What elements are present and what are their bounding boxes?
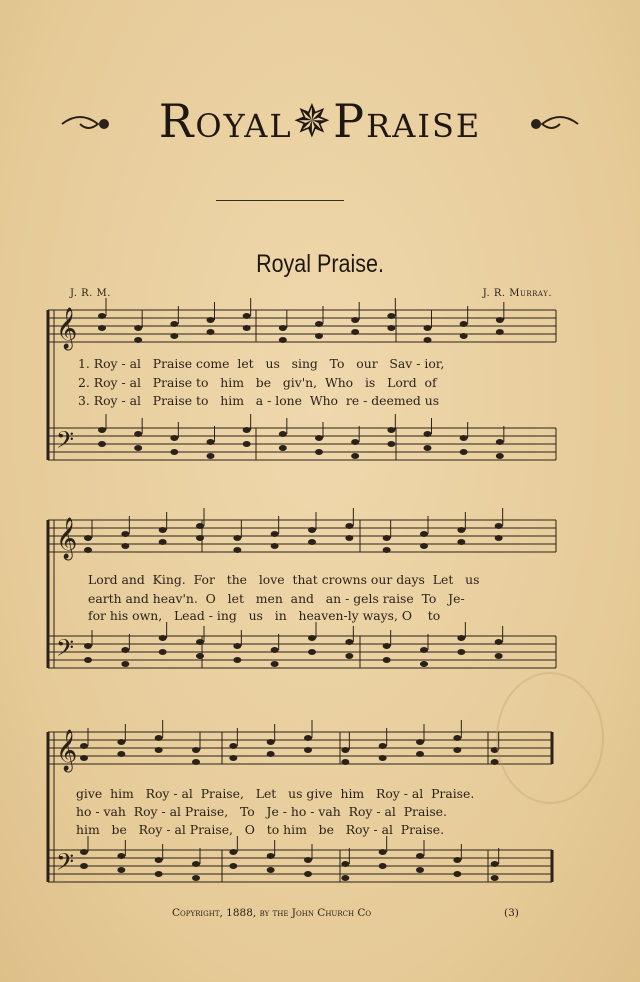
note-head — [457, 649, 465, 655]
note-head — [229, 863, 237, 869]
note-head — [159, 635, 167, 641]
library-stamp-watermark — [496, 672, 604, 804]
note-head — [351, 317, 359, 323]
note-head — [308, 649, 316, 655]
note-head — [267, 853, 275, 859]
note-head — [196, 653, 204, 659]
note-head — [159, 527, 167, 533]
note-head — [207, 453, 215, 459]
note-head — [460, 333, 468, 339]
note-head — [315, 435, 323, 441]
lyric-line: Lord and King. For the love that crowns our days Let us — [88, 572, 480, 587]
note-head — [271, 543, 279, 549]
note-head — [196, 535, 204, 541]
note-head — [379, 863, 387, 869]
note-head — [420, 661, 428, 667]
note-head — [495, 653, 503, 659]
note-head — [98, 313, 106, 319]
note-head — [453, 871, 461, 877]
note-head — [98, 325, 106, 331]
note-head — [304, 747, 312, 753]
lyric-line: ho - vah Roy - al Praise, To Je - ho - vah Roy - al Praise. — [76, 804, 447, 819]
note-head — [192, 747, 200, 753]
treble-clef-icon: 𝄞 — [56, 308, 78, 349]
copyright-notice: Copyright, 1888, by the John Church Co — [172, 907, 372, 919]
note-head — [341, 875, 349, 881]
note-head — [155, 857, 163, 863]
note-head — [453, 747, 461, 753]
note-head — [379, 743, 387, 749]
banner-title: Royal✵Praise — [158, 94, 482, 148]
note-head — [271, 661, 279, 667]
note-head — [80, 849, 88, 855]
note-head — [495, 639, 503, 645]
note-head — [379, 849, 387, 855]
note-head — [416, 853, 424, 859]
note-head — [279, 325, 287, 331]
note-head — [159, 539, 167, 545]
note-head — [387, 313, 395, 319]
note-head — [134, 325, 142, 331]
note-head — [80, 743, 88, 749]
note-head — [416, 751, 424, 757]
note-head — [134, 337, 142, 343]
note-head — [229, 755, 237, 761]
lyric-line: 2. Roy - al Praise to him be giv'n, Who is Lord of — [78, 375, 437, 390]
words-credit: J. R. M. — [70, 288, 111, 299]
lyric-line: for his own, Lead - ing us in heaven-ly ways, O to — [88, 608, 441, 623]
note-head — [491, 759, 499, 765]
note-head — [84, 547, 92, 553]
note-head — [121, 647, 129, 653]
note-head — [387, 325, 395, 331]
note-head — [170, 449, 178, 455]
note-head — [341, 861, 349, 867]
note-head — [267, 739, 275, 745]
note-head — [304, 857, 312, 863]
note-head — [155, 871, 163, 877]
note-head — [383, 657, 391, 663]
note-head — [155, 747, 163, 753]
note-head — [279, 431, 287, 437]
note-head — [457, 635, 465, 641]
note-head — [207, 317, 215, 323]
note-head — [196, 523, 204, 529]
note-head — [460, 449, 468, 455]
note-head — [351, 453, 359, 459]
note-head — [308, 635, 316, 641]
note-head — [304, 735, 312, 741]
note-head — [267, 751, 275, 757]
note-head — [271, 531, 279, 537]
note-head — [341, 759, 349, 765]
note-head — [170, 321, 178, 327]
lyric-line: 3. Roy - al Praise to him a - lone Who re - deemed us — [78, 393, 440, 408]
note-head — [279, 445, 287, 451]
note-head — [315, 449, 323, 455]
note-head — [84, 657, 92, 663]
note-head — [383, 547, 391, 553]
note-head — [243, 313, 251, 319]
treble-clef-icon: 𝄞 — [56, 730, 78, 771]
song-title: Royal Praise. — [256, 250, 384, 278]
note-head — [192, 861, 200, 867]
note-head — [315, 333, 323, 339]
bass-clef-icon: 𝄢 — [56, 426, 75, 459]
note-head — [243, 325, 251, 331]
note-head — [383, 535, 391, 541]
music-credit: J. R. Murray. — [482, 288, 552, 299]
note-head — [383, 643, 391, 649]
note-head — [98, 427, 106, 433]
note-head — [271, 647, 279, 653]
note-head — [491, 861, 499, 867]
note-head — [379, 755, 387, 761]
note-head — [267, 867, 275, 873]
note-head — [341, 747, 349, 753]
note-head — [121, 543, 129, 549]
note-head — [496, 453, 504, 459]
lyric-line: 1. Roy - al Praise come let us sing To our Sav - ior, — [78, 356, 445, 371]
note-head — [460, 321, 468, 327]
note-head — [460, 435, 468, 441]
note-head — [315, 321, 323, 327]
lyric-line: give him Roy - al Praise, Let us give him Roy - al Praise. — [76, 786, 475, 801]
note-head — [424, 431, 432, 437]
note-head — [424, 337, 432, 343]
note-head — [233, 547, 241, 553]
note-head — [453, 735, 461, 741]
note-head — [496, 439, 504, 445]
note-head — [387, 441, 395, 447]
note-head — [351, 329, 359, 335]
note-head — [420, 647, 428, 653]
note-head — [243, 441, 251, 447]
note-head — [243, 427, 251, 433]
note-head — [304, 871, 312, 877]
note-head — [387, 427, 395, 433]
note-head — [345, 523, 353, 529]
lyric-line: him be Roy - al Praise, O to him be Roy - al Praise. — [76, 822, 445, 837]
note-head — [192, 759, 200, 765]
note-head — [80, 755, 88, 761]
bass-clef-icon: 𝄢 — [56, 848, 75, 881]
note-head — [155, 735, 163, 741]
note-head — [279, 337, 287, 343]
note-head — [196, 639, 204, 645]
note-head — [98, 441, 106, 447]
note-head — [233, 643, 241, 649]
note-head — [229, 849, 237, 855]
note-head — [496, 317, 504, 323]
note-head — [345, 535, 353, 541]
note-head — [192, 875, 200, 881]
note-head — [207, 439, 215, 445]
note-head — [495, 523, 503, 529]
note-head — [420, 531, 428, 537]
note-head — [229, 743, 237, 749]
note-head — [491, 875, 499, 881]
page-number: (3) — [504, 907, 519, 919]
note-head — [117, 867, 125, 873]
lyric-line: earth and heav'n. O let men and an - gels raise To Je- — [88, 591, 465, 606]
note-head — [170, 435, 178, 441]
note-head — [496, 329, 504, 335]
note-head — [121, 661, 129, 667]
note-head — [159, 649, 167, 655]
note-head — [345, 639, 353, 645]
note-head — [308, 527, 316, 533]
note-head — [207, 329, 215, 335]
note-head — [84, 643, 92, 649]
note-head — [170, 333, 178, 339]
note-head — [457, 527, 465, 533]
treble-clef-icon: 𝄞 — [56, 518, 78, 559]
note-head — [424, 325, 432, 331]
note-head — [134, 445, 142, 451]
note-head — [351, 439, 359, 445]
note-head — [420, 543, 428, 549]
note-head — [453, 857, 461, 863]
bass-clef-icon: 𝄢 — [56, 634, 75, 667]
note-head — [117, 739, 125, 745]
note-head — [345, 653, 353, 659]
note-head — [80, 863, 88, 869]
note-head — [233, 657, 241, 663]
note-head — [117, 751, 125, 757]
note-head — [134, 431, 142, 437]
note-head — [457, 539, 465, 545]
note-head — [416, 867, 424, 873]
note-head — [117, 853, 125, 859]
note-head — [84, 535, 92, 541]
note-head — [308, 539, 316, 545]
note-head — [233, 535, 241, 541]
note-head — [495, 535, 503, 541]
note-head — [121, 531, 129, 537]
note-head — [424, 445, 432, 451]
note-head — [416, 739, 424, 745]
